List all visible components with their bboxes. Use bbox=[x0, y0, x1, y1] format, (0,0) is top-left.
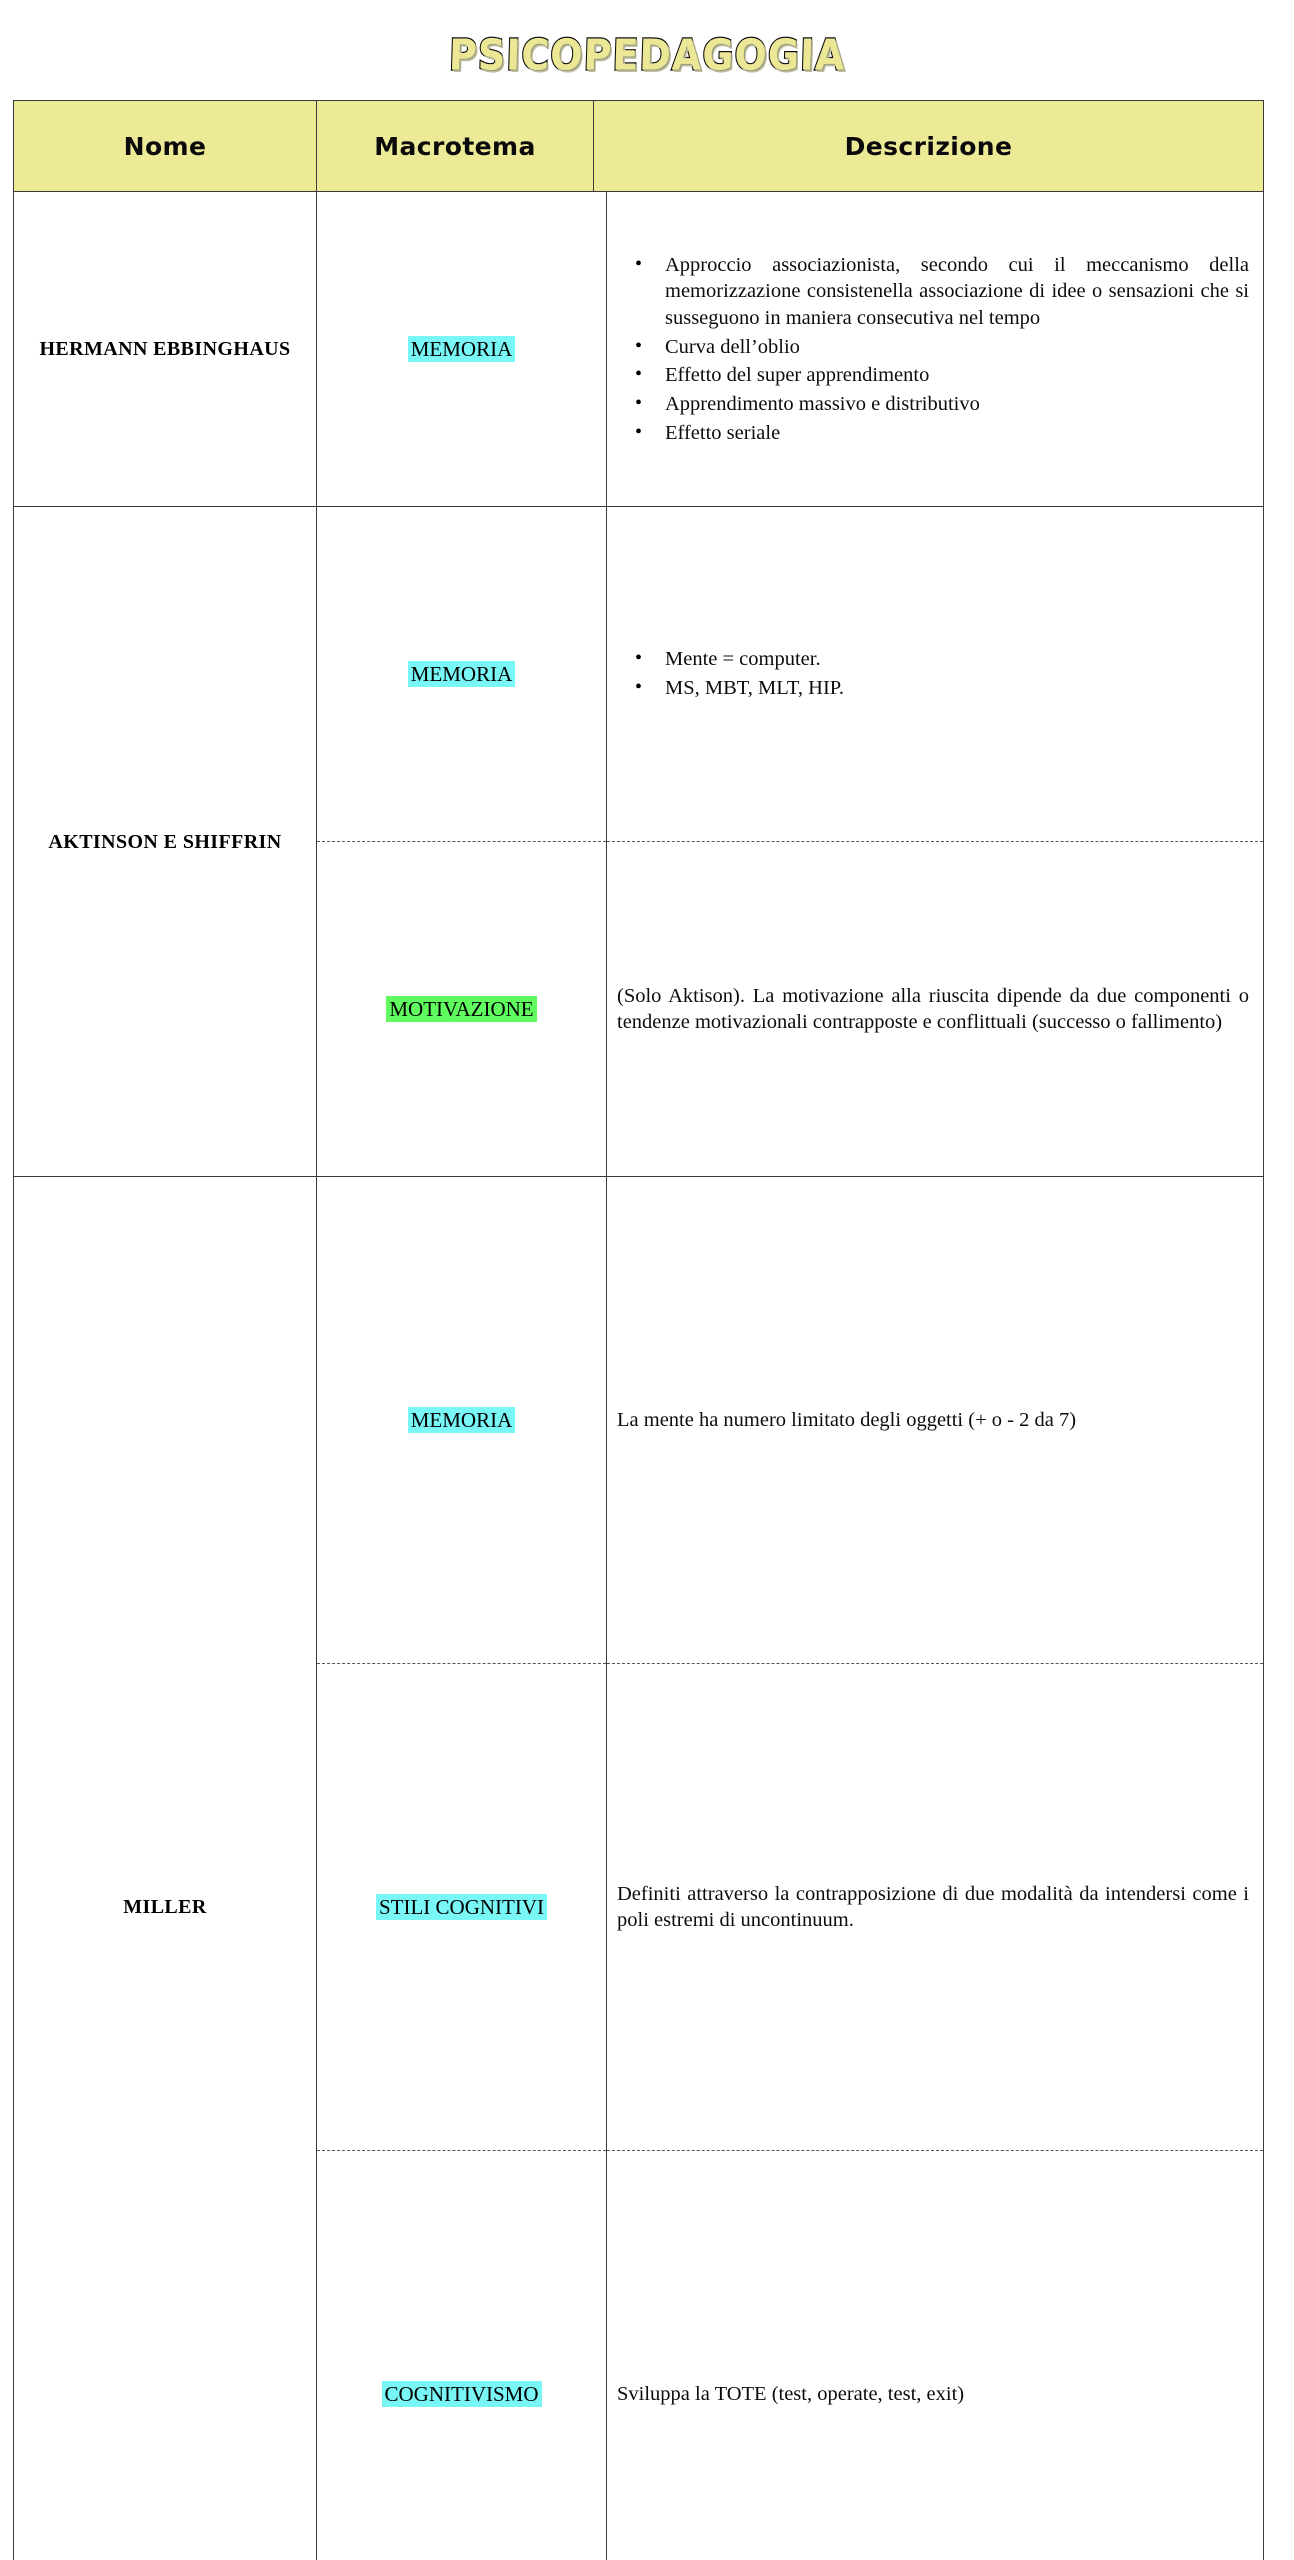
macrotema-cell bbox=[317, 2151, 607, 2560]
descrizione-cell bbox=[607, 2151, 1264, 2560]
entry-row bbox=[317, 1664, 1263, 2151]
list-item: • Effetto seriale bbox=[663, 420, 1249, 447]
descrizione-cell bbox=[607, 1177, 1264, 1664]
entries-subtable bbox=[317, 192, 1263, 506]
psicopedagogia-table bbox=[13, 100, 1264, 2560]
macrotema-badge: MOTIVAZIONE bbox=[386, 996, 536, 1022]
entries-subtable bbox=[317, 507, 1263, 1176]
header-row bbox=[14, 101, 1264, 192]
macrotema-badge: MEMORIA bbox=[408, 661, 516, 687]
list-item: • Curva dell’oblio bbox=[663, 334, 1249, 361]
table-row bbox=[14, 1177, 1264, 2560]
entry-row bbox=[317, 842, 1263, 1177]
entries-subtable bbox=[317, 1177, 1263, 2560]
macrotema-badge: MEMORIA bbox=[408, 336, 516, 362]
table-row bbox=[14, 507, 1264, 1177]
entry-row bbox=[317, 2151, 1263, 2560]
list-item: • Mente = computer. bbox=[663, 646, 1249, 673]
macrotema-cell bbox=[317, 192, 607, 506]
macrotema-badge: MEMORIA bbox=[408, 1407, 516, 1433]
entries-cell bbox=[317, 1177, 1264, 2560]
list-item: • Apprendimento massivo e distributivo bbox=[663, 391, 1249, 418]
descrizione-text: La mente ha numero limitato degli oggetti (+ o - 2 da 7) bbox=[617, 1407, 1249, 1433]
entries-cell bbox=[317, 192, 1264, 507]
entries-cell bbox=[317, 507, 1264, 1177]
column-header-nome: Nome bbox=[14, 101, 317, 192]
bullet-list bbox=[617, 646, 1249, 701]
page-title: PSICOPEDAGOGIA bbox=[448, 30, 846, 79]
bullet-list bbox=[617, 252, 1249, 446]
author-name-cell: MILLER bbox=[14, 1177, 317, 2560]
title-container bbox=[0, 0, 1294, 100]
author-name-cell: HERMANN EBBINGHAUS bbox=[14, 192, 317, 507]
entry-row bbox=[317, 1177, 1263, 1664]
descrizione-text: Sviluppa la TOTE (test, operate, test, exit) bbox=[617, 2381, 1249, 2407]
list-item: • MS, MBT, MLT, HIP. bbox=[663, 675, 1249, 702]
macrotema-cell bbox=[317, 1664, 607, 2151]
column-header-macrotema: Macrotema bbox=[317, 101, 594, 192]
table-header bbox=[14, 101, 1264, 192]
macrotema-cell bbox=[317, 1177, 607, 1664]
list-item: • Effetto del super apprendimento bbox=[663, 362, 1249, 389]
author-name-cell: AKTINSON E SHIFFRIN bbox=[14, 507, 317, 1177]
entry-row bbox=[317, 192, 1263, 506]
entry-row bbox=[317, 507, 1263, 842]
descrizione-cell bbox=[607, 192, 1264, 506]
macrotema-badge: STILI COGNITIVI bbox=[376, 1894, 547, 1920]
descrizione-cell bbox=[607, 1664, 1264, 2151]
table-body bbox=[14, 192, 1264, 2560]
table-row bbox=[14, 192, 1264, 507]
macrotema-cell bbox=[317, 842, 607, 1177]
list-item: • Approccio associazionista, secondo cui il meccanismo della memorizzazione consistenella associazione di idee o sensazioni che si susseguono in maniera consecutiva nel tempo bbox=[663, 252, 1249, 332]
descrizione-cell bbox=[607, 507, 1264, 842]
column-header-descrizione: Descrizione bbox=[594, 101, 1264, 192]
descrizione-cell bbox=[607, 842, 1264, 1177]
descrizione-text: Definiti attraverso la contrapposizione di due modalità da intendersi come i poli estremi di uncontinuum. bbox=[617, 1881, 1249, 1933]
macrotema-cell bbox=[317, 507, 607, 842]
macrotema-badge: COGNITIVISMO bbox=[382, 2381, 542, 2407]
descrizione-text: (Solo Aktison). La motivazione alla riuscita dipende da due componenti o tendenze motivazionali contrapposte e conflittuali (successo o fallimento) bbox=[617, 983, 1249, 1035]
